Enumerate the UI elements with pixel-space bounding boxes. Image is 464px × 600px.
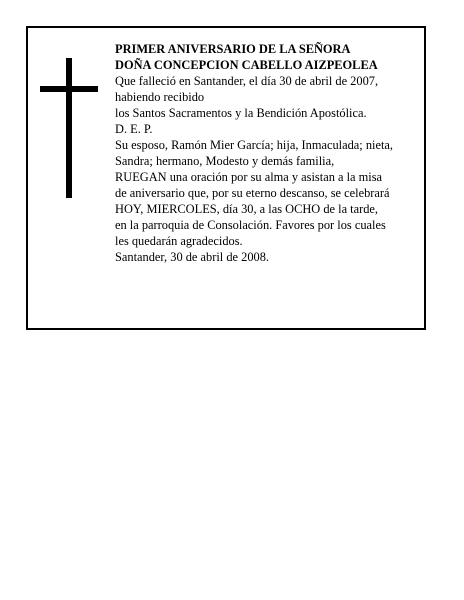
cross-icon bbox=[40, 58, 100, 198]
notice-body-line: Su esposo, Ramón Mier García; hija, Inmaculada; nieta, bbox=[115, 138, 394, 152]
notice-body-line: D. E. P. bbox=[115, 122, 153, 136]
notice-body-line: RUEGAN una oración por su alma y asistan a la misa bbox=[115, 170, 383, 184]
notice-body-line: HOY, MIERCOLES, día 30, a las OCHO de la tarde, bbox=[115, 202, 379, 216]
notice-body-line: les quedarán agradecidos. bbox=[115, 234, 243, 248]
cross-horizontal-bar bbox=[40, 86, 98, 92]
notice-heading-line: PRIMER ANIVERSARIO DE LA SEÑORA bbox=[115, 42, 351, 56]
notice-body-line: en la parroquia de Consolación. Favores por los cuales bbox=[115, 218, 386, 232]
notice-body-line: Que falleció en Santander, el día 30 de abril de 2007, bbox=[115, 74, 379, 88]
notice-text bbox=[115, 41, 420, 265]
notice-body-line: de aniversario que, por su eterno descanso, se celebrará bbox=[115, 186, 390, 200]
notice-body-line: Santander, 30 de abril de 2008. bbox=[115, 250, 269, 264]
notice-heading-line: DOÑA CONCEPCION CABELLO AIZPEOLEA bbox=[115, 58, 378, 72]
notice-body-line: los Santos Sacramentos y la Bendición Apostólica. bbox=[115, 106, 367, 120]
notice-body-line: Sandra; hermano, Modesto y demás familia, bbox=[115, 154, 335, 168]
obituary-notice bbox=[26, 26, 426, 330]
cross-vertical-bar bbox=[66, 58, 72, 198]
notice-body-line: habiendo recibido bbox=[115, 90, 205, 104]
